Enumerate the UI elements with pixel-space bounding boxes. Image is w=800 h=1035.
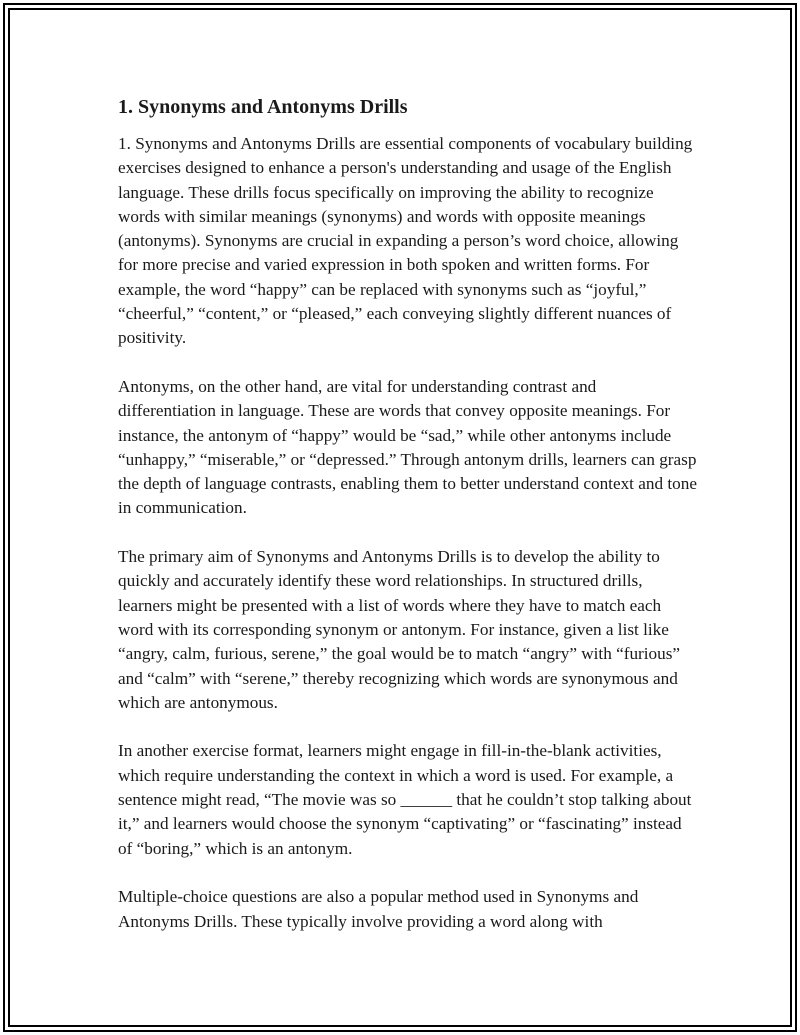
paragraph-primary-aim: The primary aim of Synonyms and Antonyms Drills is to develop the ability to quickly and accurately identify these word relationships. In structured drills, learners might be presented with a list of words where they have to match each word with its corresponding synonym or antonym. For instance, given a list like “angry, calm, furious, serene,” the goal would be to match “angry” with “furious” and “calm” with “serene,” thereby recognizing which words are synonymous and which are antonymous. <box>118 547 681 712</box>
paragraph-fill-in-blank: In another exercise format, learners might engage in fill-in-the-blank activities, which require understanding the context in which a word is used. For example, a sentence might read, “The movie was so ______ that he couldn’t stop talking about it,” and learners would choose the synonym “captivating” or “fascinating” instead of “boring,” which is an antonym. <box>118 741 692 858</box>
paragraph-antonyms: Antonyms, on the other hand, are vital for understanding contrast and differentiation in language. These are words that convey opposite meanings. For instance, the antonym of “happy” would be “sad,” while other antonyms include “unhappy,” “miserable,” or “depressed.” Through antonym drills, learners can grasp the depth of language contrasts, enabling them to better understand context and tone in communication. <box>118 376 697 518</box>
paragraph-intro-synonyms: 1. Synonyms and Antonyms Drills are essential components of vocabulary building exercises designed to enhance a person's understanding and usage of the English language. These drills focus specifically on improving the ability to recognize words with similar meanings (synonyms) and words with opposite meanings (antonyms). Synonyms are crucial in expanding a person’s word choice, allowing for more precise and varied expression in both spoken and written forms. For example, the word “happy” can be replaced with synonyms such as “joyful,” “cheerful,” “content,” or “pleased,” each conveying slightly different nuances of positivity. <box>118 134 693 348</box>
section-heading: 1. Synonyms and Antonyms Drills <box>118 96 408 118</box>
document-body <box>118 95 698 958</box>
paragraph-multiple-choice: Multiple-choice questions are also a popular method used in Synonyms and Antonyms Drills. These typically involve providing a word along with <box>118 887 639 931</box>
